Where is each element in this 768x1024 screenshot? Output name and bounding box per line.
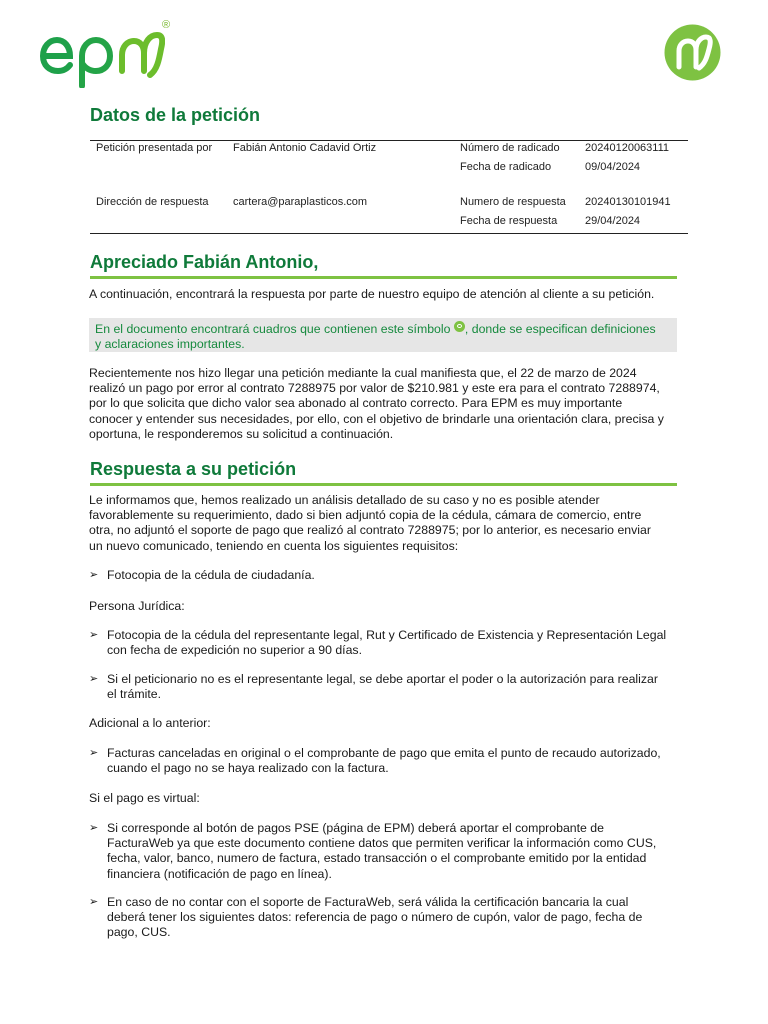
requirement-text-line: Facturas canceladas en original o el comprobante de pago que emita el punto de recaudo autorizado, xyxy=(107,746,661,760)
pago-virtual-label: Si el pago es virtual: xyxy=(89,791,200,805)
requirement-text-line: En caso de no contar con el soporte de FacturaWeb, será válida la certificación bancaria la cual xyxy=(107,895,629,909)
response-divider xyxy=(90,483,677,486)
response-intro-line: favorablemente su requerimiento, dado si bien adjuntó copia de la cédula, cámara de comercio, entre xyxy=(89,508,642,523)
greeting-divider xyxy=(90,276,677,279)
response-date-value: 29/04/2024 xyxy=(585,215,641,227)
greeting-body-line: realizó un pago por error al contrato 7288975 por valor de $210.981 y este era para el contrato 7288974, xyxy=(89,381,660,396)
requirement-bullet xyxy=(89,746,687,776)
filing-date-value: 09/04/2024 xyxy=(585,161,641,173)
adicional-label: Adicional a lo anterior: xyxy=(89,716,211,730)
tip-note-box xyxy=(89,318,677,352)
filing-number-label: Número de radicado xyxy=(460,142,560,154)
epm-logo-mark xyxy=(40,18,165,88)
arrow-bullet-icon: ➢ xyxy=(89,747,99,759)
requirement-text-line: fecha, valor, banco, numero de factura, estado transacción o el comprobante emitido por la entidad xyxy=(107,851,647,866)
response-address-label: Dirección de respuesta xyxy=(96,196,209,208)
petition-details-table xyxy=(90,140,688,234)
requirement-text-line: con fecha de expedición no superior a 90 días. xyxy=(107,643,362,658)
requirement-text-line: pago, CUS. xyxy=(107,925,171,940)
arrow-bullet-icon: ➢ xyxy=(89,629,99,641)
greeting-body-line: conocer y entender sus necesidades, por ello, con el objetivo de brindarle una orientación clara, precisa y xyxy=(89,411,664,426)
response-intro-line: un nuevo comunicado, teniendo en cuenta los siguientes requisitos: xyxy=(89,538,459,553)
greeting-body-line: oportuna, le responderemos su solicitud a continuación. xyxy=(89,426,394,441)
requirement-text-line: el trámite. xyxy=(107,687,161,702)
greeting-body-line: Recientemente nos hizo llegar una petición mediante la cual manifiesta que, el 22 de marzo de 2024 xyxy=(89,366,637,380)
arrow-bullet-icon: ➢ xyxy=(89,673,99,685)
petitioner-label: Petición presentada por xyxy=(96,142,213,154)
epm-logo xyxy=(40,18,190,88)
arrow-bullet-icon: ➢ xyxy=(89,896,99,908)
requirement-text-line: FacturaWeb ya que este documento contiene datos que permiten verificar la información como CUS, xyxy=(107,836,657,851)
arrow-bullet-icon: ➢ xyxy=(89,569,99,581)
tip-note-text-2: , donde se especifican definiciones xyxy=(464,322,656,336)
persona-juridica-label: Persona Jurídica: xyxy=(89,599,185,613)
requirement-bullet xyxy=(89,568,687,583)
response-intro xyxy=(89,493,687,554)
requirement-text-line: cuando el pago no se haya realizado con la factura. xyxy=(107,761,389,776)
filing-date-label: Fecha de radicado xyxy=(460,161,552,173)
greeting-title: Apreciado Fabián Antonio, xyxy=(90,252,319,272)
petitioner-value: Fabián Antonio Cadavid Ortiz xyxy=(233,142,377,154)
arrow-bullet-icon: ➢ xyxy=(89,822,99,834)
response-number-label: Numero de respuesta xyxy=(460,196,566,208)
response-number-value: 20240130101941 xyxy=(585,196,671,208)
response-intro-line: otra, no adjuntó el soporte de pago que realizó al contrato 7288975; por lo anterior, es necesario enviar xyxy=(89,523,651,538)
filing-number-value: 20240120063111 xyxy=(585,142,670,154)
requirement-text-line: Si el peticionario no es el representante legal, se debe aportar el poder o la autorización para realizar xyxy=(107,672,658,686)
petition-details-title: Datos de la petición xyxy=(90,105,261,125)
tip-note-line-1 xyxy=(95,321,677,337)
requirement-bullet xyxy=(89,672,687,702)
requirement-text-line: deberá tener los siguientes datos: referencia de pago o número de cupón, valor de pago, fecha de xyxy=(107,910,643,925)
requirement-bullet xyxy=(89,895,687,941)
requirement-text: Fotocopia de la cédula de ciudadanía. xyxy=(107,568,315,582)
registered-mark: ® xyxy=(162,19,171,31)
greeting-body-line: por lo que solicita que dicho valor sea abonado al contrato correcto. Para EPM es muy importante xyxy=(89,396,623,411)
tip-note-line-2: y aclaraciones importantes. xyxy=(95,337,245,352)
speech-bubble-icon xyxy=(454,321,465,332)
greeting-body xyxy=(89,366,687,442)
requirement-text-line: Fotocopia de la cédula del representante legal, Rut y Certificado de Existencia y Representación Legal xyxy=(107,628,667,642)
response-intro-line: Le informamos que, hemos realizado un análisis detallado de su caso y no es posible atender xyxy=(89,493,600,507)
tip-note-text-1: En el documento encontrará cuadros que contienen este símbolo xyxy=(95,322,454,336)
epm-circle-logo-icon xyxy=(664,24,721,81)
response-title: Respuesta a su petición xyxy=(90,459,297,479)
requirement-text-line: financiera (notificación de pago en línea). xyxy=(107,866,332,881)
requirement-text-line: Si corresponde al botón de pagos PSE (página de EPM) deberá aportar el comprobante de xyxy=(107,821,604,835)
response-date-label: Fecha de respuesta xyxy=(460,215,558,227)
requirement-bullet xyxy=(89,821,687,882)
requirement-bullet xyxy=(89,628,687,658)
greeting-intro: A continuación, encontrará la respuesta por parte de nuestro equipo de atención al cliente a su petición. xyxy=(89,287,655,301)
response-address-value: cartera@paraplasticos.com xyxy=(233,196,368,208)
